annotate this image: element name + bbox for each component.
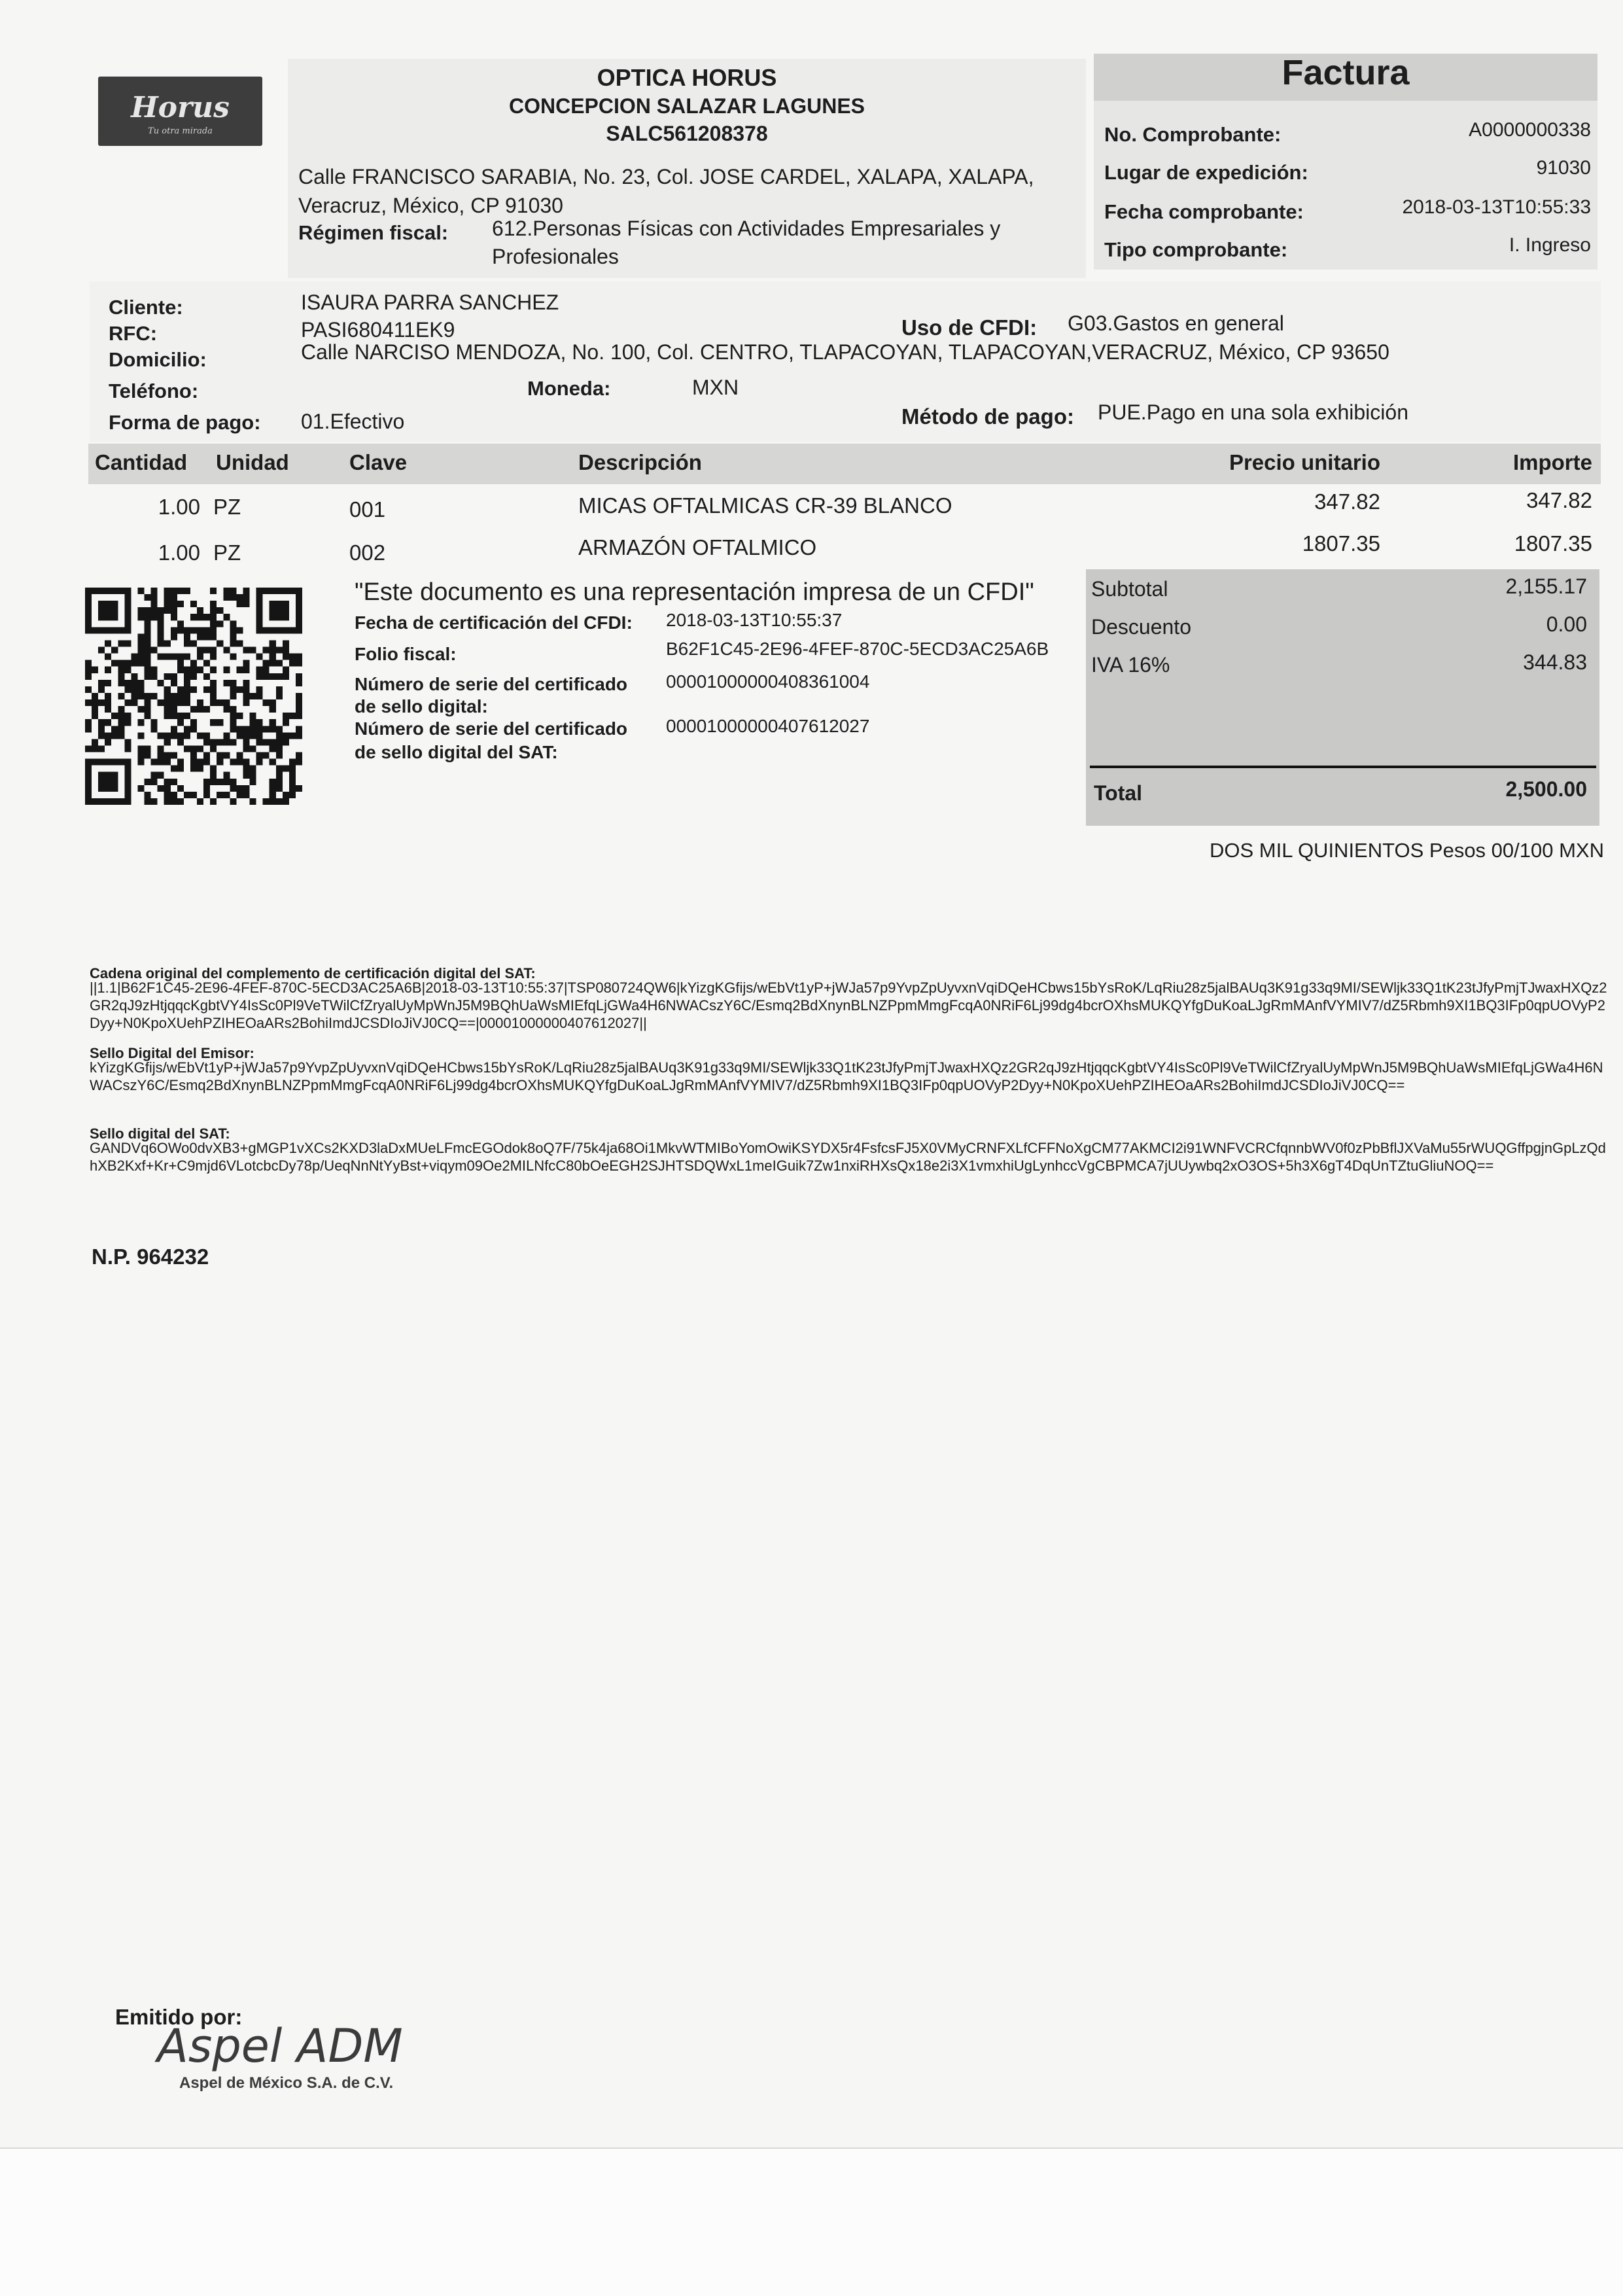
col-header-descripcion: Descripción <box>578 450 702 474</box>
tipo-label: Tipo comprobante: <box>1104 238 1288 261</box>
scan-margin <box>0 2149 1623 2296</box>
sello-emisor-text: kYizgKGfijs/wEbVt1yP+jWJa57p9YvpZpUyvxnVqiDQeHCbws15bYsRoK/LqRiu28z5jalBAUq3K91g33q9MI/SEWljk33Q1tK23tJfyPmjTJwaxHXQz2GR2qJ9zHtjqqcKgbtVY4IsSc0Pl9VeTWilCfZryalUyMpWnJ5M9BQhUaWsMIEfqLjGWa4H6NWACszY6C/Esmq2BdXnynBLNZPpmMmgFcqA0NRiF6Lj99dg4bcrOXhsMUKQYfgDuKoaLJgRmMAnfVYMIV7/dZ5Rbmh9XI1BQ3IFp0qpUOVyP2Dyy+N0KpoXUehPZIHEOaARs2BohiImdJCSDIoJiVJ0CQ== <box>90 1059 1603 1093</box>
cfdi-representation-note: "Este documento es una representación impresa de un CFDI" <box>355 578 1034 606</box>
col-header-precio: Precio unitario <box>1229 450 1380 474</box>
domicilio-value: Calle NARCISO MENDOZA, No. 100, Col. CENTRO, TLAPACOYAN, TLAPACOYAN,VERACRUZ, México, CP 93650 <box>301 340 1389 364</box>
col-header-cantidad: Cantidad <box>95 450 188 474</box>
aspel-adm-logo: Aspel ADM <box>157 2019 403 2073</box>
serie-cert-label-line1: Número de serie del certificado <box>355 674 628 694</box>
serie-cert-value: 00001000000408361004 <box>666 671 870 692</box>
row1-cantidad: 1.00 <box>158 495 200 519</box>
optica-horus-logo <box>98 77 262 146</box>
forma-value: 01.Efectivo <box>301 410 405 433</box>
domicilio-label: Domicilio: <box>109 348 207 371</box>
total-label: Total <box>1094 781 1143 805</box>
row2-clave: 002 <box>349 540 386 565</box>
iva-value: 344.83 <box>1523 650 1587 674</box>
lugar-value: 91030 <box>1536 157 1591 179</box>
row1-descripcion: MICAS OFTALMICAS CR-39 BLANCO <box>578 493 952 518</box>
metodo-label: Método de pago: <box>901 404 1074 429</box>
serie-sat-label-line2: de sello digital del SAT: <box>355 742 558 762</box>
forma-label: Forma de pago: <box>109 411 261 434</box>
tipo-value: I. Ingreso <box>1509 234 1591 256</box>
logo-text: Horus <box>131 91 230 124</box>
issuer-address-line2: Veracruz, México, CP 91030 <box>298 194 563 217</box>
row1-clave: 001 <box>349 497 386 521</box>
row1-importe: 347.82 <box>1526 488 1592 512</box>
row2-precio: 1807.35 <box>1302 531 1380 556</box>
fecha-cert-label: Fecha de certificación del CFDI: <box>355 612 633 633</box>
iva-label: IVA 16% <box>1091 653 1170 677</box>
fecha-cert-value: 2018-03-13T10:55:37 <box>666 610 843 630</box>
metodo-value: PUE.Pago en una sola exhibición <box>1098 400 1408 424</box>
row2-importe: 1807.35 <box>1514 531 1592 556</box>
uso-label: Uso de CFDI: <box>901 315 1038 340</box>
regimen-label: Régimen fiscal: <box>298 221 449 244</box>
issuer-address-line1: Calle FRANCISCO SARABIA, No. 23, Col. JOSE CARDEL, XALAPA, XALAPA, <box>298 165 1034 188</box>
qr-code <box>85 588 302 805</box>
descuento-label: Descuento <box>1091 615 1191 639</box>
totals-divider <box>1090 766 1596 768</box>
folio-label: Folio fiscal: <box>355 644 457 664</box>
rfc-label: RFC: <box>109 322 158 345</box>
comprobante-label: No. Comprobante: <box>1104 123 1282 146</box>
total-value: 2,500.00 <box>1505 777 1587 801</box>
sello-emisor-label: Sello Digital del Emisor: <box>90 1045 254 1061</box>
cadena-original-label: Cadena original del complemento de certificación digital del SAT: <box>90 965 536 981</box>
np-number: N.P. 964232 <box>92 1245 209 1269</box>
row2-cantidad: 1.00 <box>158 540 200 565</box>
sello-sat-label: Sello digital del SAT: <box>90 1125 230 1142</box>
cliente-label: Cliente: <box>109 296 183 319</box>
regimen-value-line1: 612.Personas Físicas con Actividades Empresariales y <box>492 217 1001 240</box>
row1-precio: 347.82 <box>1314 489 1380 514</box>
row2-descripcion: ARMAZÓN OFTALMICO <box>578 535 817 559</box>
serie-cert-label-line2: de sello digital: <box>355 696 488 716</box>
cadena-original-text: ||1.1|B62F1C45-2E96-4FEF-870C-5ECD3AC25A6B|2018-03-13T10:55:37|TSP080724QW6|kYizgKGfijs/wEbVt1yP+jWJa57p9YvpZpUyvxnVqiDQeHCbws15bYsRoK/LqRiu28z5jalBAUq3K91g33q9MI/SEWljk33Q1tK23tJfyPmjTJwaxHXQz2GR2qJ9zHtjqqcKgbtVY4IsSc0Pl9VeTWilCfZryalUyMpWnJ5M9BQhUaWsMIEfqLjGWa4H6NWACszY6C/Esmq2BdXnynBLNZPpmMmgFcqA0NRiF6Lj99dg4bcrOXhsMUKQYfgDuKoaLJgRmMAnfVYMIV7/dZ5Rbmh9XI1BQ3IFp0qpUOVyP2Dyy+N0KpoXUehPZIHEOaARs2BohiImdJCSDIoJiVJ0CQ==|00001000000407612027|| <box>90 980 1607 1031</box>
uso-value: G03.Gastos en general <box>1068 311 1284 335</box>
fecha-value: 2018-03-13T10:55:33 <box>1402 196 1591 218</box>
col-header-clave: Clave <box>349 450 408 474</box>
fecha-label: Fecha comprobante: <box>1104 200 1304 223</box>
subtotal-label: Subtotal <box>1091 577 1168 601</box>
row1-unidad: PZ <box>213 495 241 519</box>
serie-sat-label-line1: Número de serie del certificado <box>355 718 628 739</box>
descuento-value: 0.00 <box>1546 612 1587 636</box>
logo-tagline: Tu otra mirada <box>148 126 213 136</box>
invoice-title: Factura <box>1282 53 1410 92</box>
regimen-value-line2: Profesionales <box>492 245 619 268</box>
aspel-company: Aspel de México S.A. de C.V. <box>179 2074 394 2092</box>
amount-in-words: DOS MIL QUINIENTOS Pesos 00/100 MXN <box>1210 839 1604 862</box>
serie-sat-value: 00001000000407612027 <box>666 716 870 736</box>
lugar-label: Lugar de expedición: <box>1104 161 1308 184</box>
subtotal-value: 2,155.17 <box>1505 574 1587 598</box>
folio-value: B62F1C45-2E96-4FEF-870C-5ECD3AC25A6B <box>666 639 1049 659</box>
issuer-rfc: SALC561208378 <box>606 122 768 145</box>
rfc-value: PASI680411EK9 <box>301 318 455 342</box>
comprobante-value: A0000000338 <box>1469 119 1591 141</box>
moneda-value: MXN <box>692 376 739 399</box>
telefono-label: Teléfono: <box>109 380 199 402</box>
company-name: OPTICA HORUS <box>597 64 777 91</box>
col-header-importe: Importe <box>1512 450 1592 474</box>
moneda-label: Moneda: <box>527 377 611 400</box>
owner-name: CONCEPCION SALAZAR LAGUNES <box>508 94 865 118</box>
emitido-por-label: Emitido por: <box>115 2005 243 2029</box>
col-header-unidad: Unidad <box>216 450 289 474</box>
row2-unidad: PZ <box>213 540 241 565</box>
sello-sat-text: GANDVq6OWo0dvXB3+gMGP1vXCs2KXD3laDxMUeLFmcEGOdok8oQ7F/75k4ja68Oi1MkvWTMIBoYomOwiKSYDX5r4FsfcsFJ5X0VMyCRNFXLfCFFNoXgCM77AKMCI2i91WNFVCRCfqnnbWV0f0zPbBflJXVaMu55rWUQGffpgjnGpLzQdhXB2Kxf+Kr+C9mjd6VLotcbcDy78p/UeqNnNtYyBst+viqym09Oe2MILNfcC80bOeEGH2SJHTSDQWxL1meIGuik7Zw1nxiRHXsQx18e2i3X1vmxhiUgLynhccVgCBPMCA7jUUywbq2xO3OS+5h3X6gT4DqUnTZtuGliuNOQ== <box>90 1140 1606 1174</box>
cliente-value: ISAURA PARRA SANCHEZ <box>301 291 559 314</box>
